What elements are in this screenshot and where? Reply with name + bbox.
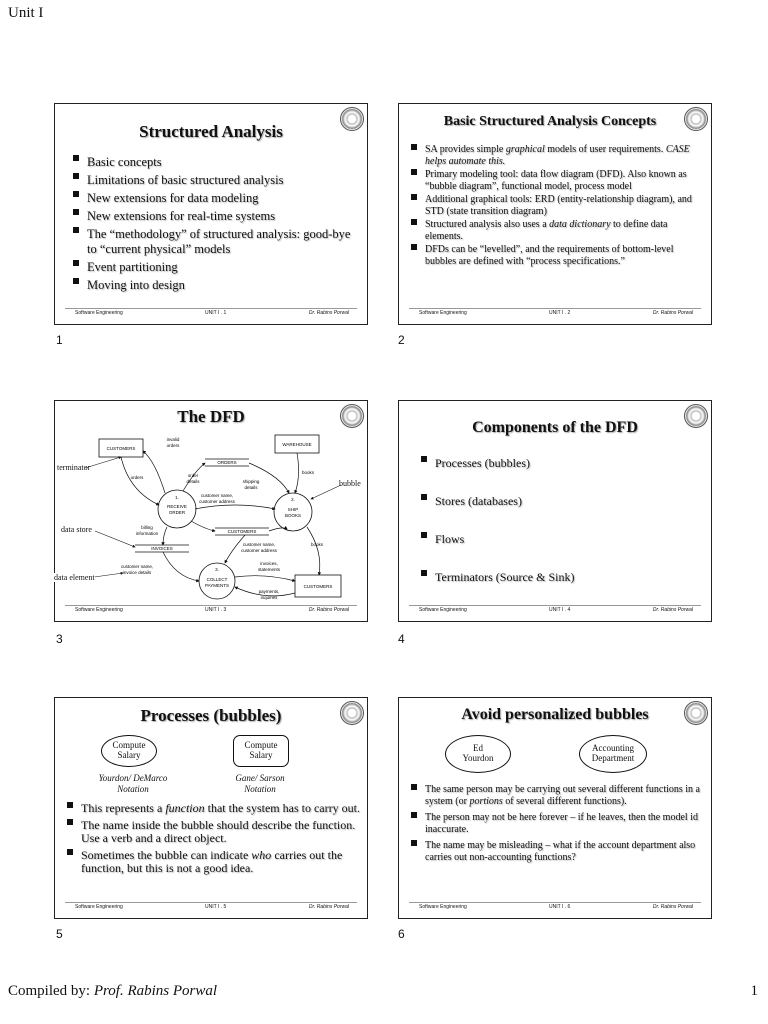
slide-number: 2 (398, 333, 405, 347)
slide-divider (409, 902, 701, 903)
bullet-item: Event partitioning (69, 260, 359, 275)
slide-title: Avoid personalized bubbles (461, 706, 649, 723)
bullet-item: Terminators (Source & Sink) (417, 570, 697, 584)
terminator-label: CUSTOMERS (303, 584, 333, 589)
bullet-item: Moving into design (69, 278, 359, 293)
flow-label: details (244, 485, 258, 490)
slide-bullets (407, 144, 705, 267)
flow-label: customer address (241, 548, 277, 553)
flow-label: statements (257, 567, 281, 572)
slide-divider (65, 308, 357, 309)
flow-label: books (310, 542, 324, 547)
slide-number: 1 (56, 333, 63, 347)
bullet-item: Flows (417, 532, 697, 546)
callout-line (311, 485, 341, 499)
terminator-label: CUSTOMERS (106, 446, 136, 451)
slide-unit: UNIT I . 5 (205, 904, 227, 910)
slide-unit: UNIT I . 4 (549, 607, 571, 613)
personalized-bubble-yourdon (445, 735, 511, 773)
process-label: 3. (215, 567, 219, 572)
bullet-item: New extensions for real-time systems (69, 209, 359, 224)
bullet-item: The person may not be here forever – if he leaves, then the model id inaccurate. (407, 812, 705, 836)
flow-label: invoice details (122, 570, 152, 575)
bubble-text: Yourdon (462, 753, 494, 763)
page-header: Unit I (8, 5, 44, 21)
flow-label: invalid (166, 437, 180, 442)
dfd-diagram (55, 421, 367, 621)
slide-title: Structured Analysis (139, 122, 283, 141)
slide-author: Dr. Rabins Porwal (308, 607, 349, 613)
store-label: CUSTOMERS (227, 529, 257, 534)
slide-footer (55, 607, 367, 617)
flow-label: payments, (258, 589, 280, 594)
flow-arrow (295, 453, 299, 493)
callout-bubble: bubble (339, 479, 361, 488)
bubble-text: Compute (244, 740, 278, 751)
slide-number: 5 (56, 927, 63, 941)
slide-bullets (63, 802, 361, 875)
page-number: 1 (750, 983, 758, 999)
process-label: PAYMENTS (204, 583, 230, 588)
flow-arrow (235, 576, 295, 581)
slide-2 (398, 103, 712, 325)
flow-label: order (187, 473, 199, 478)
flow-arrow (163, 527, 167, 545)
slide-1 (54, 103, 368, 325)
slide-divider (409, 605, 701, 606)
bubble-text: Accounting (592, 743, 634, 754)
bullet-item: Processes (bubbles) (417, 456, 697, 470)
process-label: COLLECT (206, 577, 228, 582)
slide-divider (409, 308, 701, 309)
slide-4 (398, 400, 712, 622)
flow-arrow (143, 451, 165, 493)
flow-label: customer name, (120, 564, 154, 569)
slide-unit: UNIT I . 3 (205, 607, 227, 613)
flow-label: billing (141, 525, 153, 530)
slide-bullets (407, 784, 705, 864)
slide-course: Software Engineering (75, 310, 123, 316)
footer-prefix: Compiled by: (8, 983, 94, 999)
slide-number: 6 (398, 927, 405, 941)
bubble-text: Compute (112, 740, 146, 751)
slide-divider (65, 902, 357, 903)
process-bubble-yourdon (101, 735, 157, 767)
slide-author: Dr. Rabins Porwal (308, 904, 349, 910)
process-label: 1. (175, 495, 179, 500)
flow-label: information (135, 531, 159, 536)
bullet-item: This represents a function that the system has to carry out. (63, 802, 361, 815)
flow-label: inquiries (260, 595, 278, 600)
slide-author: Dr. Rabins Porwal (652, 310, 693, 316)
bubble-text: Ed (473, 743, 483, 754)
process-label: RECEIVE (167, 504, 187, 509)
flow-label: details (186, 479, 200, 484)
callout-data-element: data element (54, 573, 95, 582)
process-bubble-gane-sarson (233, 735, 289, 767)
slide-footer (55, 310, 367, 320)
slide-course: Software Engineering (419, 607, 467, 613)
slide-footer (399, 310, 711, 320)
bullet-item: Structured analysis also uses a data dictionary to define data elements. (407, 219, 705, 242)
slide-author: Dr. Rabins Porwal (652, 904, 693, 910)
slide-course: Software Engineering (419, 904, 467, 910)
bullet-item: The name inside the bubble should describe the function. Use a verb and a direct object. (63, 819, 361, 845)
bullet-item: The same person may be carrying out several different functions in a system (or portions of several different functions). (407, 784, 705, 808)
flow-label: customer name, (200, 493, 234, 498)
flow-label: invoices, (260, 561, 278, 566)
page-footer (8, 983, 217, 1000)
slide-course: Software Engineering (419, 310, 467, 316)
note-line: Yourdon/ DeMarco (98, 773, 168, 783)
slide-title: Components of the DFD (472, 419, 638, 436)
slide-unit: UNIT I . 6 (549, 904, 571, 910)
callout-terminator: terminator (57, 463, 91, 472)
notation-note (83, 773, 183, 795)
bullet-item: Limitations of basic structured analysis (69, 173, 359, 188)
bullet-item: The name may be misleading – what if the account department also carries out non-accounting functions? (407, 840, 705, 864)
notation-note (215, 773, 305, 795)
callout-line (95, 531, 135, 547)
bullet-item: The “methodology” of structured analysis: good-bye to “current physical” models (69, 227, 359, 257)
flow-label: customer address (199, 499, 235, 504)
slide-footer (399, 607, 711, 617)
terminator-label: WAREHOUSE (282, 442, 312, 447)
bullet-item: Primary modeling tool: data flow diagram (DFD). Also known as “bubble diagram”, functional model, process model (407, 169, 705, 192)
flow-arrow (163, 552, 199, 581)
bullet-item: Additional graphical tools: ERD (entity-relationship diagram), and STD (state transition diagram) (407, 194, 705, 217)
slide-author: Dr. Rabins Porwal (652, 607, 693, 613)
flow-label: shipping (242, 479, 260, 484)
bullet-item: SA provides simple graphical models of user requirements. CASE helps automate this. (407, 144, 705, 167)
process-label: SHIP (287, 507, 299, 512)
flow-label: orders (166, 443, 180, 448)
bullet-item: Sometimes the bubble can indicate who carries out the function, but this is not a good idea. (63, 849, 361, 875)
slide-title: Basic Structured Analysis Concepts (443, 114, 657, 129)
bullet-item: Basic concepts (69, 155, 359, 170)
slide-divider (65, 605, 357, 606)
slide-footer (399, 904, 711, 914)
slide-bullets (69, 155, 359, 293)
process-label: ORDER (168, 510, 186, 515)
slide-unit: UNIT I . 2 (549, 310, 571, 316)
personalized-bubble-accounting (579, 735, 647, 773)
slide-author: Dr. Rabins Porwal (308, 310, 349, 316)
flow-arrow (307, 527, 320, 575)
bullet-item: DFDs can be “levelled”, and the requirements of bottom-level bubbles are defined with “process specifications.” (407, 244, 705, 267)
slide-3 (54, 400, 368, 622)
process-label: BOOKS (284, 513, 302, 518)
slide-number: 4 (398, 632, 405, 646)
slide-footer (55, 904, 367, 914)
flow-label: books (301, 470, 315, 475)
slide-course: Software Engineering (75, 607, 123, 613)
bubble-text: Department (591, 753, 635, 763)
bullet-item: New extensions for data modeling (69, 191, 359, 206)
note-line: Gane/ Sarson (235, 773, 285, 783)
slide-course: Software Engineering (75, 904, 123, 910)
callout-line (85, 457, 121, 468)
slide-title: Processes (bubbles) (140, 706, 282, 725)
store-label: ORDERS (217, 460, 237, 465)
slide-6 (398, 697, 712, 919)
flow-label: orders (130, 475, 144, 480)
bubble-text: Salary (249, 750, 273, 760)
footer-author: Prof. Rabins Porwal (93, 983, 218, 999)
flow-arrow (195, 505, 275, 509)
store-label: INVOICES (151, 546, 173, 551)
note-line: Notation (117, 783, 149, 794)
slide-unit: UNIT I . 1 (205, 310, 227, 316)
process-label: 2. (291, 497, 295, 502)
bullet-item: Stores (databases) (417, 494, 697, 508)
flow-arrow (191, 521, 215, 531)
note-line: Notation (244, 783, 276, 794)
bubble-text: Salary (117, 750, 141, 760)
flow-label: customer name, (242, 542, 276, 547)
slide-number: 3 (56, 632, 63, 646)
slide-bullets (417, 456, 697, 584)
callout-data-store: data store (61, 525, 92, 534)
slide-title: The DFD (177, 407, 245, 426)
slide-5 (54, 697, 368, 919)
